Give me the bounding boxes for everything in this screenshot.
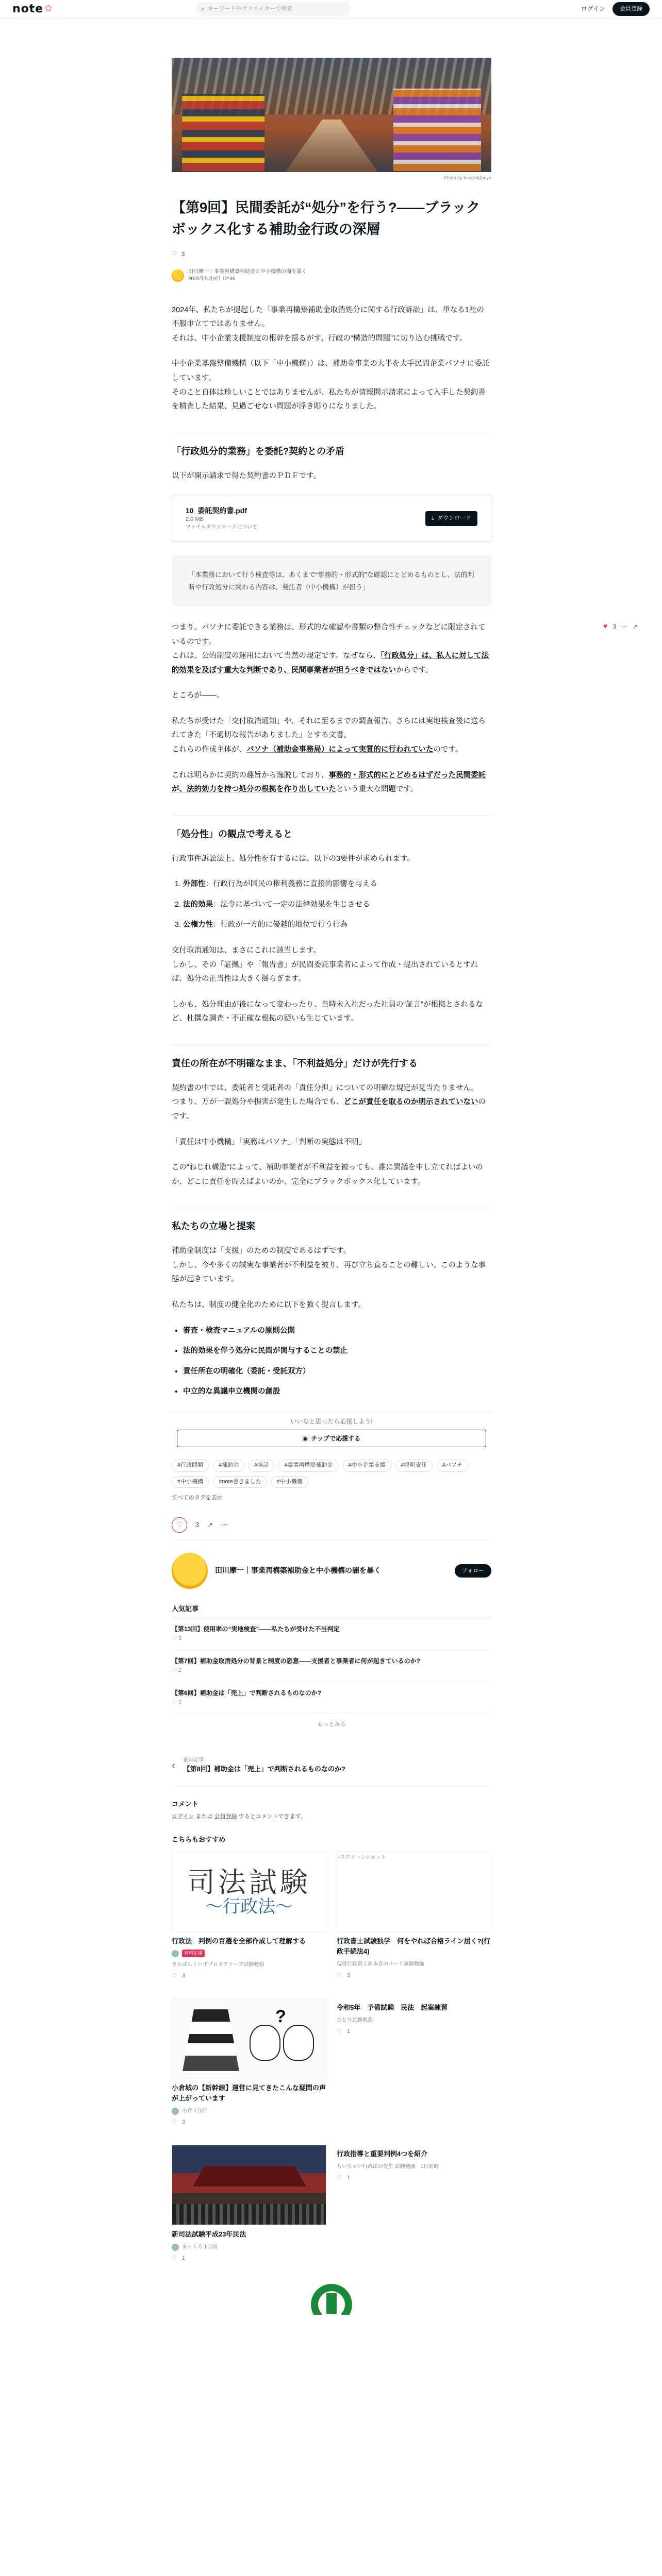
heart-icon: ♡: [172, 2119, 177, 2126]
proposal-list: [183, 1324, 491, 1399]
list-item: 1. 外部性：行政行為が国民の権利義務に直接的影響を与える: [183, 877, 491, 892]
paragraph: しかも、処分理由が後になって変わったり、当時未入社だった社員の“証言”が根拠とされるなど、杜撰な調査・不正確な根拠の疑いも生じています。: [172, 1000, 484, 1023]
photo-credit: Photo by Image4Jonya: [443, 175, 491, 180]
paragraph: 交付取消通知は、まさにこれに該当します。 しかし、その「証拠」や「報告書」が民間委託事業者によって作成・提出されているとすれば、処分の正当性は大きく揺らぎます。: [172, 946, 478, 984]
requirements-list: [183, 877, 491, 933]
download-icon: ⤓: [432, 515, 434, 521]
file-attachment: [172, 495, 491, 542]
tip-icon: ◉: [302, 1434, 308, 1442]
section-heading: 「処分性」の観点で考えると: [172, 816, 491, 843]
list-item: • 責任所在の明確化（委託・受託双方）: [183, 1365, 491, 1379]
like-button[interactable]: ♡: [172, 1517, 187, 1533]
paragraph: 以下が開示請求で得た契約書のＰＤＦです。: [172, 471, 321, 480]
avatar: [172, 2108, 179, 2115]
card-thumbnail: 司法試験 〜行政法〜: [172, 1852, 326, 1932]
recommend-card[interactable]: 令和5年 予備試験 民法 起案練習 ひとり試験勉強 ♡ 1: [337, 1998, 491, 2127]
heart-icon: ♡: [337, 1972, 342, 1979]
recommend-card[interactable]: ▫ スクリーンショット 行政書士試験独学 何をやれば合格ライン届く?(行政手続法4) 現役行政書士が本音のノート試験勉強 ♡ 3: [337, 1852, 491, 1981]
creator-name[interactable]: 田川摩一｜事業再構築補助金と中小機構の闇を暴く: [215, 1566, 381, 1575]
avatar[interactable]: [172, 1553, 208, 1589]
heart-icon: ♡: [172, 1667, 177, 1674]
more-link[interactable]: もっとみる: [317, 1721, 346, 1728]
tag-list: [172, 1460, 491, 1488]
section-heading: 責任の所在が不明確なまま、「不利益処分」だけが先行する: [172, 1045, 491, 1072]
tag[interactable]: #中小企業支援: [343, 1460, 391, 1472]
tag[interactable]: #中小機構: [271, 1476, 308, 1488]
list-item[interactable]: 【第13回】使用率の“実地検査”——私たちが受けた不当判定 ♡ 3: [172, 1618, 491, 1650]
broken-image-icon: ▫: [338, 1855, 340, 1860]
floating-actions: [603, 620, 638, 633]
paragraph: つまり、パソナに委託できる業務は、形式的な確認や書類の整合性チェックなどに限定されているのです。 これは、公的制度の運用において当然の規定です。なぜなら、「行政処分」は、私人に対して法的効果を及ぼす重大な判断であり、民間事業者が担うべきではないからです。: [172, 623, 489, 674]
search-icon: ⌕: [201, 5, 205, 12]
emblem-image: [301, 2284, 362, 2315]
paragraph: ところが——。: [172, 691, 224, 700]
blockquote: 「本業務において行う検査等は、あくまで“事務的・形式的”な確認にとどめるものとし、法的判断や行政処分に関わる内容は、発注者（中小機構）が担う」: [172, 555, 491, 606]
article-body: [172, 303, 491, 1399]
paragraph: 私たちは、制度の健全化のために以下を強く提言します。: [172, 1301, 366, 1309]
follow-button[interactable]: フォロー: [455, 1564, 491, 1578]
tag[interactable]: #実話: [249, 1460, 274, 1472]
more-icon[interactable]: ⋯: [221, 1520, 228, 1529]
tag[interactable]: #行政問題: [172, 1460, 209, 1472]
card-thumbnail: ?: [172, 1998, 326, 2079]
tag[interactable]: #事業再構築補助金: [278, 1460, 338, 1472]
download-button[interactable]: ⤓ ダウンロード: [425, 511, 477, 526]
tag[interactable]: #note書きました: [213, 1476, 267, 1488]
popular-heading: 人気記事: [172, 1603, 491, 1618]
tag[interactable]: #パソナ: [437, 1460, 468, 1472]
file-download-help-link[interactable]: ファイルダウンロードについて: [186, 524, 258, 530]
recommend-heading: こちらもおすすめ: [172, 1835, 226, 1843]
heart-icon: ♡: [172, 2255, 177, 2262]
list-item: 3. 公権力性：行政が一方的に優越的地位で行う行為: [183, 918, 491, 933]
paragraph: 「責任は中小機構」「実務はパソナ」「判断の実態は不明」: [172, 1138, 366, 1146]
share-icon[interactable]: ↗: [633, 622, 638, 630]
paragraph: 2024年、私たちが提起した「事業再構築補助金取消処分に関する行政訴訟」は、単なる1社の不服申立てではありません。 それは、中小企業支援制度の根幹を揺るがす、行政の“構造的問題”に切り込む挑戦です。: [172, 306, 484, 343]
heart-icon: ♡: [337, 2175, 342, 2181]
recommend-card[interactable]: ? 小倉城の【新幹線】運営に見てきたこんな疑問の声が上がっています 小倉 1分前 ♡ 3: [172, 1998, 326, 2127]
signup-button[interactable]: 会員登録: [613, 2, 650, 16]
list-item[interactable]: 【第6回】補助金は「売上」で判断されるものなのか? ♡ 3: [172, 1682, 491, 1714]
action-row: [172, 1517, 491, 1540]
prev-article-link[interactable]: ‹ 前の記事 【第8回】補助金は「売上」で判断されるものなのか?: [172, 1745, 491, 1786]
recommend-card[interactable]: 司法試験 〜行政法〜 行政法 判例の百選を全部作成して理解する 有料記事 きらぱんくいずプロドクトーア試験勉強 ♡ 3: [172, 1852, 326, 1981]
avatar: [172, 2244, 179, 2251]
file-name: 10_委託契約書.pdf: [186, 506, 247, 515]
article-column: [172, 19, 491, 2315]
heart-icon[interactable]: ♥: [603, 622, 608, 630]
paragraph: この“ねじれ構造”によって、補助事業者が不利益を被っても、誰に異議を申し立てればよいのか、どこに責任を問えばよいのか、完全にブラックボックス化しています。: [172, 1163, 483, 1186]
login-button[interactable]: ログイン: [581, 5, 605, 13]
comments-prompt: ログイン または 会員登録 するとコメントできます。: [172, 1814, 306, 1820]
section-heading: 私たちの立場と提案: [172, 1208, 491, 1235]
card-thumbnail: ▫ スクリーンショット: [337, 1852, 491, 1932]
paid-badge: 有料記事: [182, 1950, 205, 1957]
heart-icon: ♡: [172, 1973, 177, 1979]
comments-heading: コメント: [172, 1800, 199, 1808]
list-item: 2. 法的効果：法令に基づいて一定の法律効果を生じさせる: [183, 898, 491, 912]
share-icon[interactable]: ↗: [207, 1520, 213, 1529]
list-item[interactable]: 【第7回】補助金取消処分の背景と制度の恣意——支援者と事業者に何が起きているのか? ♡ 2: [172, 1650, 491, 1682]
site-header: [0, 0, 662, 19]
like-count: 3: [181, 250, 185, 258]
author-name[interactable]: 田川摩一｜事業再構築補助金と中小機構の闇を暴く: [188, 268, 307, 275]
tag[interactable]: #中小機構: [172, 1476, 209, 1488]
recommend-card[interactable]: 行政指導と重要判例4つを紹介 ちいちゃい行政法の先生 試験勉強 1日前時 ♡ 1: [337, 2145, 491, 2263]
heart-icon: ♡: [337, 2028, 342, 2035]
tag[interactable]: #補助金: [213, 1460, 244, 1472]
floating-like-count: 3: [613, 622, 616, 630]
support-box: [172, 1411, 491, 1447]
login-link[interactable]: ログイン: [172, 1814, 194, 1820]
heart-icon: ♡: [172, 1699, 177, 1705]
article-title: 【第9回】民間委託が“処分”を行う?——ブラックボックス化する補助金行政の深層: [172, 200, 480, 238]
recommend-card[interactable]: 新司法試験平成23年民法 まっくろ 1日前 ♡ 1: [172, 2145, 326, 2263]
flower-icon: ✿: [44, 3, 53, 14]
card-thumbnail: [172, 2145, 326, 2225]
chevron-left-icon: ‹: [172, 1759, 175, 1771]
creator-profile: [172, 1553, 491, 1589]
heart-icon[interactable]: ♡: [172, 249, 178, 258]
avatar: [172, 1950, 179, 1957]
search-placeholder: キーワードやクリエイターで検索: [207, 5, 293, 12]
more-icon[interactable]: ⋯: [621, 622, 627, 630]
recommend-grid: [172, 1852, 491, 2263]
paragraph: これは明らかに契約の趣旨から逸脱しており、事務的・形式的にとどめるはずだった民間委託が、法的効力を持つ処分の根拠を作り出していたという重大な問題です。: [172, 771, 486, 794]
paragraph: 補助金制度は「支援」のための制度であるはずです。 しかし、今や多くの誠実な事業者が不利益を被り、再び立ち直ることの難しい、このような事態が起きています。: [172, 1247, 486, 1284]
paragraph: 契約書の中では、委託者と受託者の「責任分担」についての明確な規定が見当たりません。 つまり、万が一誤処分や損害が発生した場合でも、どこが責任を取るのか明示されていないのです。: [172, 1083, 486, 1121]
support-label: いいなと思ったら応援しよう!: [290, 1417, 373, 1425]
list-item: • 中立的な異議申立機関の創設: [183, 1385, 491, 1399]
note-logo[interactable]: note ✿: [12, 0, 53, 19]
paragraph: 私たちが受けた「交付取消通知」や、それに至るまでの調査報告、さらには実地検査後に送られてきた「不適切な報告がありました」とする文書。 これらの作成主体が、パソナ（補助金事務局）によって実質的に行われていたのです。: [172, 717, 486, 754]
signup-link[interactable]: 会員登録: [214, 1814, 237, 1820]
publish-date: 2025年5月9日 12:36: [188, 276, 236, 282]
search-input[interactable]: [196, 2, 351, 15]
all-tags-link[interactable]: すべてのタグを表示: [172, 1495, 223, 1501]
hero-image: [172, 58, 491, 172]
avatar[interactable]: [172, 269, 184, 282]
paragraph: 行政事件訴訟法上、処分性を有するには、以下の3要件が求められます。: [172, 854, 415, 863]
list-item: • 審査・検査マニュアルの原則公開: [183, 1324, 491, 1338]
like-count: 3: [195, 1520, 200, 1529]
paragraph: 中小企業基盤整備機構（以下「中小機構」）は、補助金事業の大半を大手民間企業パソナに委託しています。 そのこと自体は珍しいことではありませんが、私たちが情報開示請求によって入手した契約書を精査した結果、見過ごせない問題が浮き彫りになりました。: [172, 360, 490, 411]
tip-button[interactable]: ◉ チップで応援する: [177, 1430, 486, 1447]
file-size: 2.0 MB: [186, 516, 204, 523]
list-item: • 法的効果を伴う処分に民間が関与することの禁止: [183, 1344, 491, 1359]
section-heading: 「行政処分的業務」を委託?契約との矛盾: [172, 433, 491, 460]
tag[interactable]: #説明責任: [395, 1460, 433, 1472]
heart-icon: ♡: [172, 1635, 177, 1642]
